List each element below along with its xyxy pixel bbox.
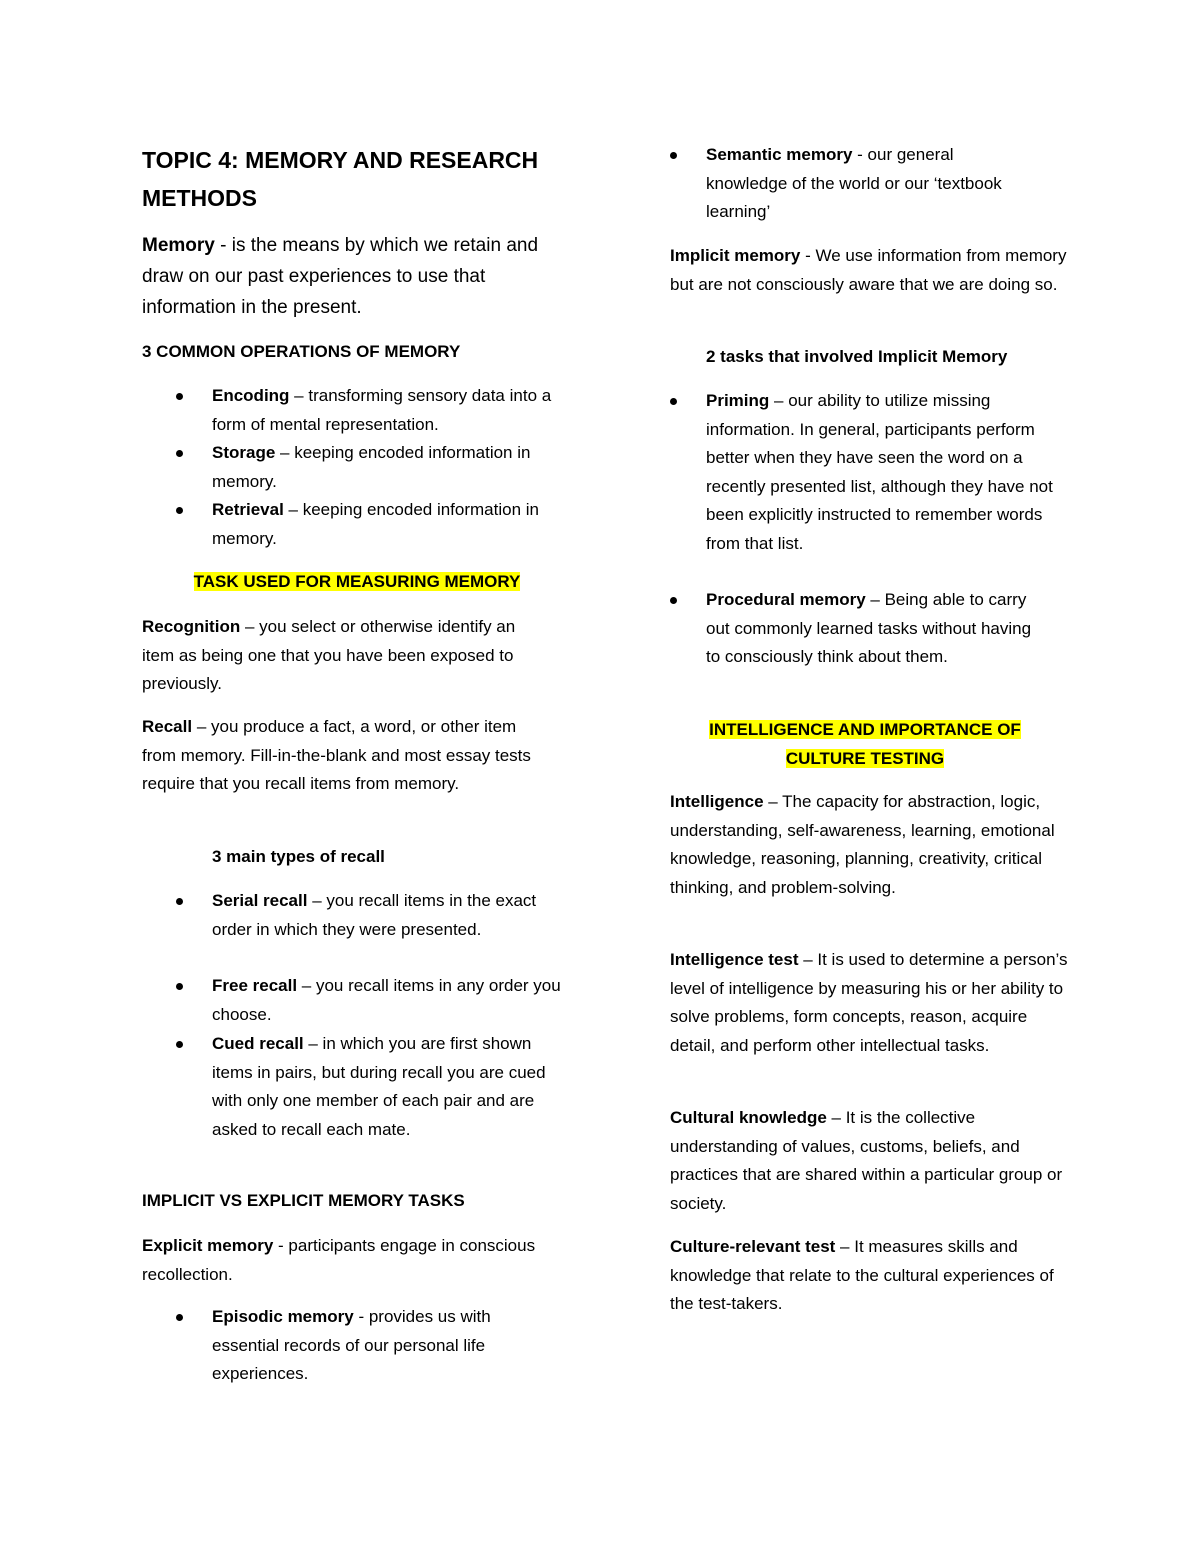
intelligence-heading: [670, 716, 1060, 773]
intelligence-term: Intelligence: [670, 792, 764, 811]
explicit-def: - participants engage in conscious recollection.: [142, 1236, 536, 1284]
memory-definition: [142, 230, 562, 323]
list-item: [212, 439, 562, 496]
recall-types-heading: 3 main types of recall: [212, 847, 385, 866]
recall-type-def: – you recall items in any order you choose.: [212, 976, 561, 1024]
cultural-def: – It is the collective understanding of values, customs, beliefs, and practices that are shared within a particular group or society.: [670, 1108, 1063, 1213]
list-item: [212, 382, 562, 439]
recognition-definition: [142, 613, 552, 699]
memory-term: Memory: [142, 235, 215, 256]
explicit-term: Explicit memory: [142, 1236, 274, 1255]
implicit-tasks-heading: 2 tasks that involved Implicit Memory: [706, 347, 1008, 366]
culture-test-term: Culture-relevant test: [670, 1237, 836, 1256]
implicit-task-def: – Being able to carry out commonly learned tasks without having to consciously think about them.: [706, 590, 1032, 666]
episodic-def: - provides us with essential records of our personal life experiences.: [212, 1307, 491, 1383]
intel-test-def: – It is used to determine a person’s level of intelligence by measuring his or her ability to solve problems, form concepts, reason, acquire detail, and perform other intellectual tasks.: [670, 950, 1068, 1055]
bullet-icon: [670, 398, 677, 405]
implicit-task-term: Priming: [706, 391, 770, 410]
bullet-icon: [670, 152, 677, 159]
recall-term: Recall: [142, 717, 193, 736]
intelligence-def: – The capacity for abstraction, logic, understanding, self-awareness, learning, emotional knowledge, reasoning, planning, creativity, critical thinking, and problem-solving.: [670, 792, 1055, 897]
bullet-icon: [176, 983, 183, 990]
recognition-term: Recognition: [142, 617, 241, 636]
recall-type-term: Free recall: [212, 976, 298, 995]
op-def: – transforming sensory data into a form of mental representation.: [212, 386, 552, 434]
list-item: [212, 1303, 562, 1389]
recall-definition: [142, 713, 552, 799]
memory-def: - is the means by which we retain and draw on our past experiences to use that information in the present.: [142, 235, 539, 318]
recall-type-def: – in which you are first shown items in pairs, but during recall you are cued with only one member of each pair and are asked to recall each mate.: [212, 1034, 546, 1139]
intel-test-term: Intelligence test: [670, 950, 799, 969]
intel-heading-line-2: CULTURE TESTING: [785, 748, 945, 768]
semantic-term: Semantic memory: [706, 145, 853, 164]
op-term: Storage: [212, 443, 276, 462]
operations-heading: 3 COMMON OPERATIONS OF MEMORY: [142, 342, 461, 361]
implicit-task-def: – our ability to utilize missing information. In general, participants perform better when they have seen the word on a recently presented list, although they have not been explicitly instructed to remember words from that list.: [706, 391, 1053, 553]
implicit-explicit-heading: IMPLICIT VS EXPLICIT MEMORY TASKS: [142, 1191, 465, 1210]
implicit-task-term: Procedural memory: [706, 590, 866, 609]
culture-test-def: – It measures skills and knowledge that relate to the cultural experiences of the test-takers.: [670, 1237, 1054, 1313]
bullet-icon: [176, 1314, 183, 1321]
bullet-icon: [176, 507, 183, 514]
cultural-knowledge-definition: [670, 1104, 1070, 1218]
page-title: [142, 141, 572, 217]
list-item: [212, 972, 562, 1029]
task-heading-text: TASK USED FOR MEASURING MEMORY: [193, 572, 521, 591]
implicit-definition: [670, 242, 1070, 299]
op-def: – keeping encoded information in memory.: [212, 443, 531, 491]
list-item: [212, 496, 562, 553]
task-heading: [142, 568, 572, 597]
intelligence-definition: [670, 788, 1070, 902]
bullet-icon: [176, 393, 183, 400]
intelligence-test-definition: [670, 946, 1070, 1060]
bullet-icon: [670, 597, 677, 604]
op-term: Encoding: [212, 386, 290, 405]
bullet-icon: [176, 898, 183, 905]
title-line-2: METHODS: [142, 185, 257, 211]
intel-heading-line-1: INTELLIGENCE AND IMPORTANCE OF: [709, 720, 1021, 739]
recall-def: – you produce a fact, a word, or other item from memory. Fill-in-the-blank and most essay tests require that you recall items from memory.: [142, 717, 531, 793]
cultural-term: Cultural knowledge: [670, 1108, 827, 1127]
title-line-1: TOPIC 4: MEMORY AND RESEARCH: [142, 147, 539, 173]
list-item: [212, 1030, 562, 1144]
list-item: [706, 387, 1056, 558]
semantic-def: - our general knowledge of the world or our ‘textbook learning’: [706, 145, 1002, 221]
list-item: [706, 141, 1016, 227]
implicit-def: - We use information from memory but are not consciously aware that we are doing so.: [670, 246, 1067, 294]
op-def: – keeping encoded information in memory.: [212, 500, 540, 548]
explicit-definition: [142, 1232, 542, 1289]
list-item: [706, 586, 1046, 672]
implicit-term: Implicit memory: [670, 246, 801, 265]
bullet-icon: [176, 1041, 183, 1048]
op-term: Retrieval: [212, 500, 284, 519]
recall-type-term: Serial recall: [212, 891, 308, 910]
bullet-icon: [176, 450, 183, 457]
recognition-def: – you select or otherwise identify an item as being one that you have been exposed to previously.: [142, 617, 516, 693]
recall-type-term: Cued recall: [212, 1034, 304, 1053]
culture-relevant-test-definition: [670, 1233, 1070, 1319]
episodic-term: Episodic memory: [212, 1307, 354, 1326]
recall-type-def: – you recall items in the exact order in which they were presented.: [212, 891, 537, 939]
list-item: [212, 887, 562, 944]
